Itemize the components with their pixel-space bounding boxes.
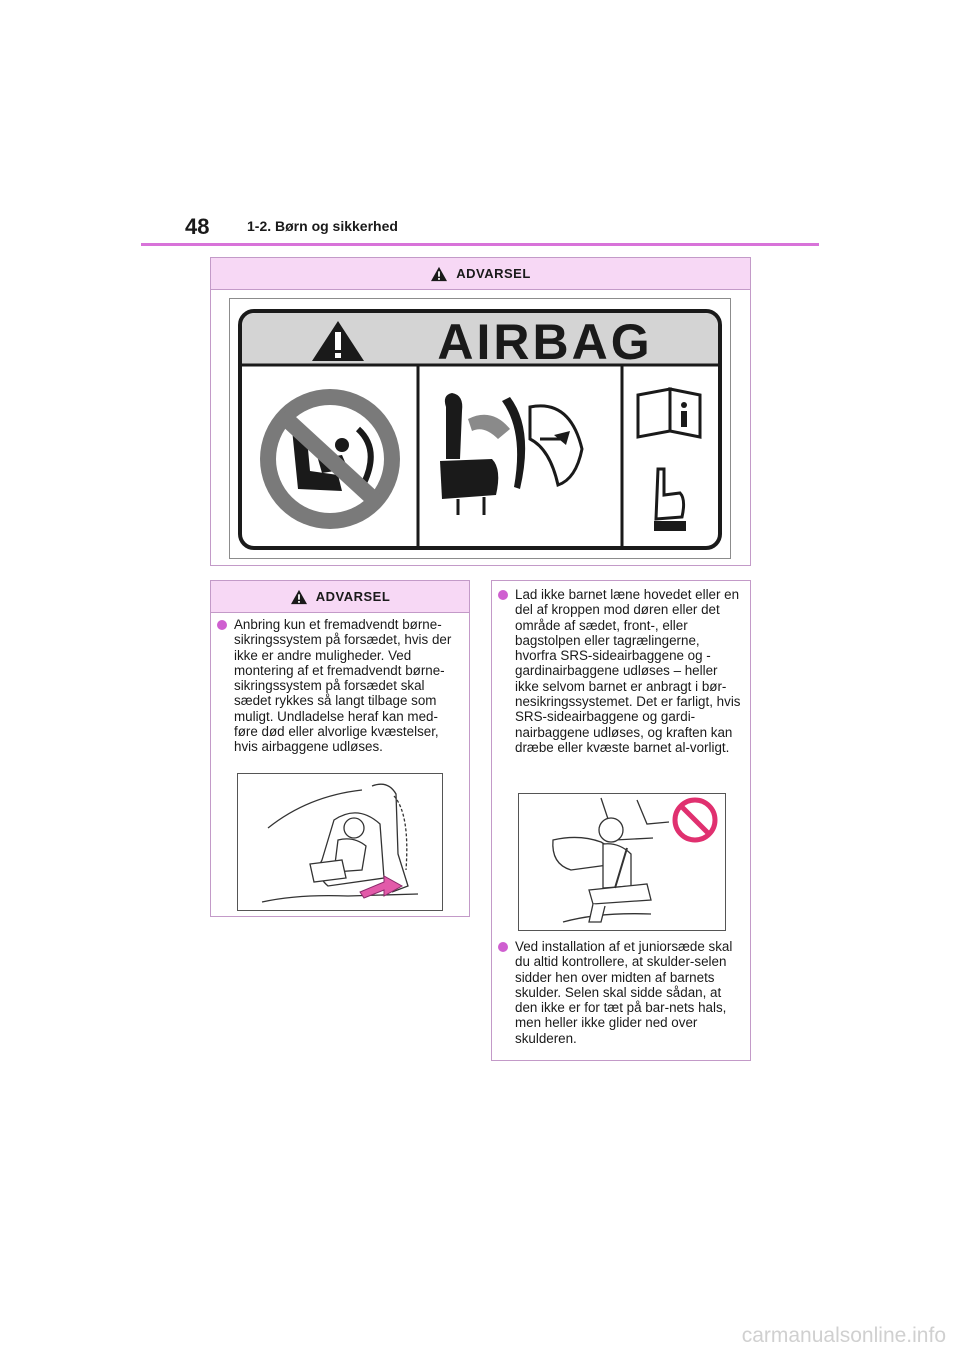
no-rear-facing-seat-icon	[260, 389, 400, 529]
junior-seat-illustration	[518, 793, 726, 931]
warning-label: ADVARSEL	[315, 589, 391, 604]
bullet-text: Lad ikke barnet læne hovedet eller en del af kroppen mod døren eller det område af sædet, front-, eller bagstolpen eller tagrælingerne, hvorfra SRS-sideairbaggene og -gardinairbaggene udløses – heller ikke selvom barnet er anbragt i bør-nesikringssystemet. Det er farligt, hvis SRS-sideairbaggene og gardi-nairbaggene udløses, og kraften kan dræbe eller kvæste barnet al-vorligt.	[515, 587, 741, 755]
bullet-icon	[498, 942, 508, 952]
airbag-text: AIRBAG	[437, 314, 653, 370]
warning-box-forward-facing	[210, 580, 470, 917]
list-item	[498, 587, 744, 755]
section-title: 1-2. Børn og sikkerhed	[247, 218, 398, 234]
warning-header	[211, 258, 750, 290]
list-item	[498, 939, 744, 1046]
child-seat-illustration	[237, 773, 443, 911]
warning-label: ADVARSEL	[456, 266, 531, 281]
side-airbag-info-box	[491, 580, 751, 1061]
warning-triangle-icon	[290, 589, 308, 605]
warning-header	[211, 581, 469, 613]
warning-triangle-icon	[430, 266, 448, 282]
warning-box-airbag	[210, 257, 751, 566]
list-item	[217, 617, 461, 755]
watermark: carmanualsonline.info	[741, 1324, 946, 1347]
bullet-text: Ved installation af et juniorsæde skal du altid kontrollere, at skulder-selen sidder hen over midten af barnets skulder. Selen skal sidde sådan, at den ikke er for tæt på bar-nets hals, men heller ikke glider ned over skulderen.	[515, 939, 733, 1046]
bullet-icon	[498, 590, 508, 600]
airbag-label-illustration	[229, 298, 731, 559]
header-rule	[141, 243, 819, 246]
bullet-text: Anbring kun et fremadvendt børne-sikringssystem på forsædet, hvis der ikke er andre muligheder. Ved montering af et fremadvendt børne-sikringssystem på forsædet skal sædet rykkes så langt tilbage som muligt. Undladelse heraf kan med-føre død eller alvorlige kvæstelser, hvis airbaggene udløses.	[234, 617, 452, 755]
bullet-icon	[217, 620, 227, 630]
page-number: 48	[185, 214, 210, 239]
